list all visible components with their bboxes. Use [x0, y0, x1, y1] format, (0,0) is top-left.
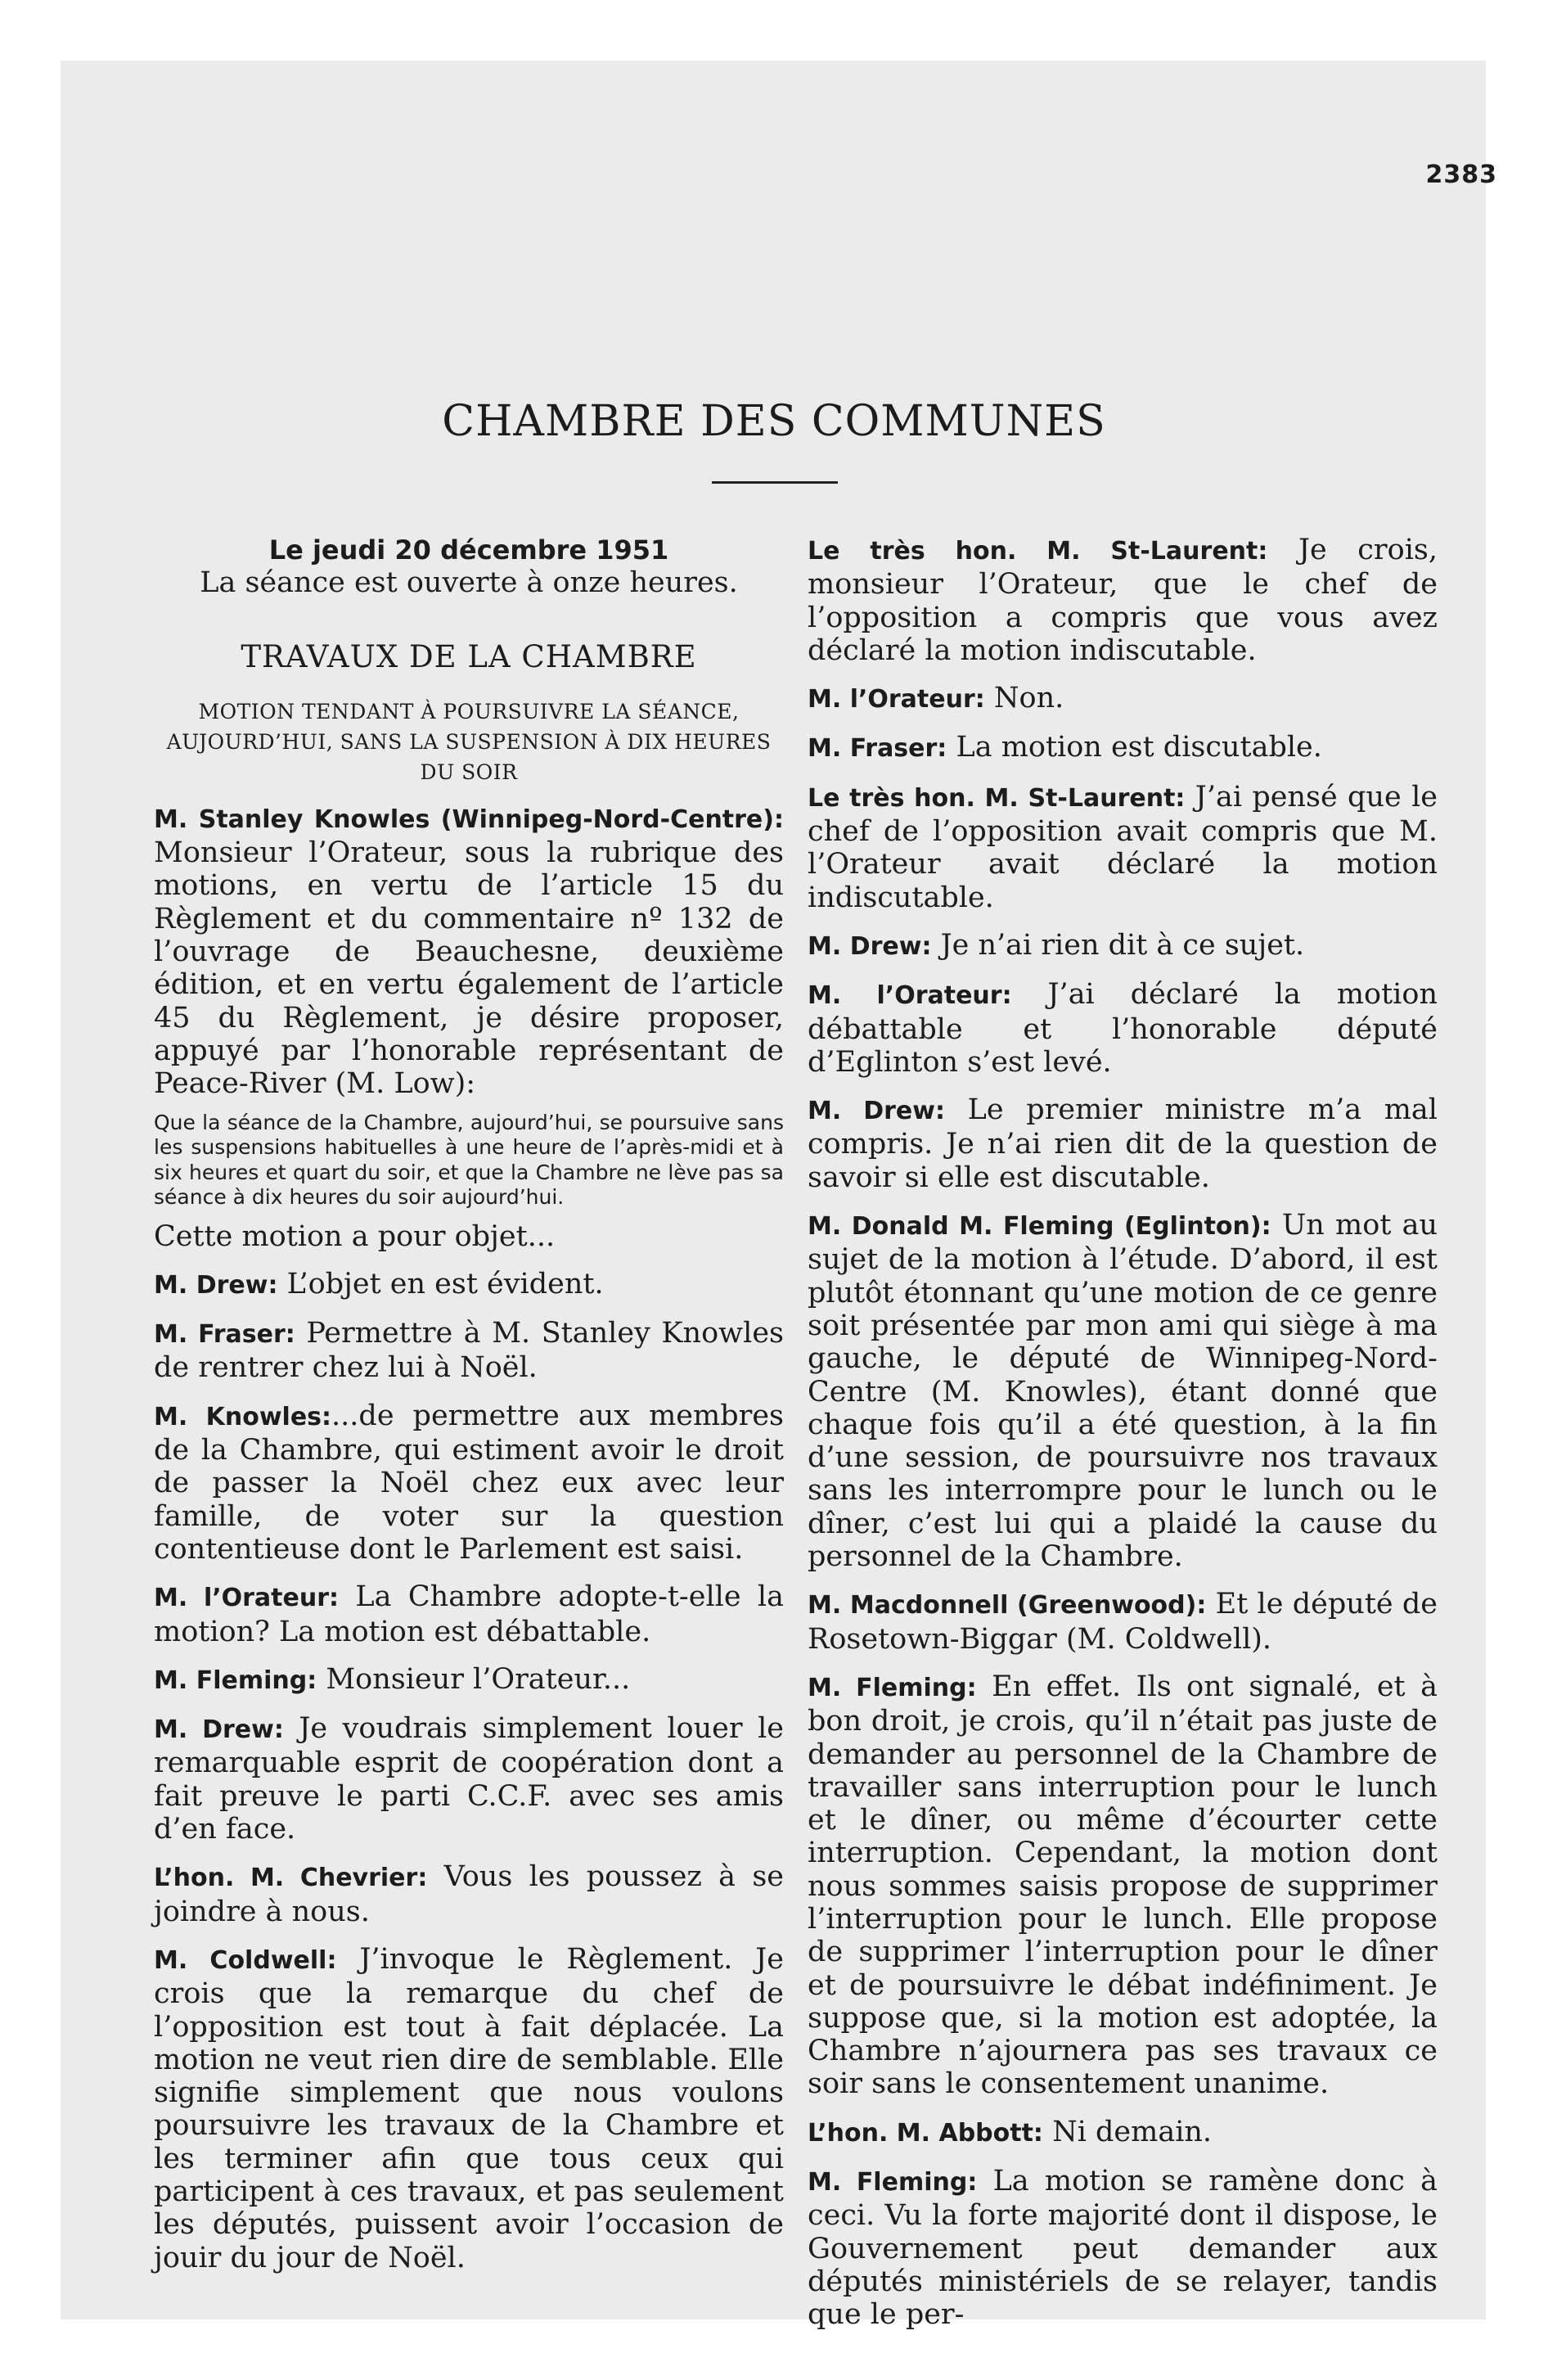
speaker-name: M. Donald M. Fleming (Eglinton):: [808, 1212, 1271, 1242]
speech-paragraph: [808, 1588, 1438, 1656]
speaker-name: M. Knowles:: [154, 1402, 332, 1431]
speech-paragraph: [808, 929, 1438, 963]
speech-text: Le premier ministre m’a mal compris. Je n’ai rien dit de la question de savoir si elle est discutable.: [808, 1093, 1438, 1194]
speech-paragraph: Cette motion a pour objet...: [154, 1219, 556, 1253]
speech-paragraph: [808, 781, 1438, 914]
speech-paragraph: [808, 2165, 1438, 2331]
speaker-name: M. Fleming:: [154, 1666, 317, 1695]
speech-text: J’ai pensé que le chef de l’opposition avait compris que M. l’Orateur avait déclaré la motion indiscutable.: [808, 780, 1438, 914]
speaker-name: L’hon. M. Chevrier:: [154, 1864, 428, 1893]
speaker-name: M. Drew:: [154, 1715, 284, 1745]
speaker-name: M. Drew:: [154, 1270, 278, 1300]
date-heading: Le jeudi 20 décembre 1951: [268, 534, 669, 566]
speech-paragraph: [808, 2116, 1438, 2150]
speech-text: La Chambre adopte-t-elle la motion? La motion est débattable.: [154, 1580, 784, 1648]
right-column: [808, 534, 1438, 2332]
speech-paragraph: [808, 534, 1438, 667]
speech-paragraph: [154, 1317, 784, 1385]
speech-text: Et le député de Rosetown-Biggar (M. Coldwell).: [808, 1588, 1438, 1656]
speaker-name: M. Fraser:: [154, 1320, 295, 1350]
speech-text: En effet. Ils ont signalé, et à bon droit, je crois, qu’il n’était pas juste de demander au personnel de la Chambre de travailler sans interruption pour le lunch et le dîner, ou même d’écourter cette interruption. Cependant, la motion dont nous sommes saisis propose de supprimer l’interruption pour le lunch. Elle propose de supprimer l’interruption pour le dîner et de poursuivre le débat indéfiniment. Je suppose que, si la motion est adoptée, la Chambre n’ajournera pas ses travaux ce soir sans le consentement unanime.: [808, 1670, 1438, 2101]
speech-paragraph: [154, 1712, 784, 1846]
speech-paragraph: [154, 1268, 784, 1302]
speaker-name: M. Drew:: [808, 1097, 945, 1126]
speech-text: Monsieur l’Orateur, sous la rubrique des motions, en vertu de l’article 15 du Règlement et du commentaire nº 132 de l’ouvrage de Beauchesne, deuxième édition, et en vertu également de l’article 45 du Règlement, je désire proposer, appuyé par l’honorable représentant de Peace-River (M. Low):: [154, 836, 784, 1101]
speech-text: L’objet en est évident.: [286, 1267, 604, 1300]
speaker-name: L’hon. M. Abbott:: [808, 2118, 1043, 2148]
speech-paragraph: [154, 802, 784, 1101]
speaker-name: Le très hon. M. St-Laurent:: [808, 537, 1268, 566]
speaker-name: M. Fleming:: [808, 2168, 978, 2197]
left-column: [154, 534, 784, 2274]
speech-text: J’ai déclaré la motion débattable et l’honorable député d’Eglinton s’est levé.: [808, 978, 1438, 1079]
motion-subheading: MOTION TENDANT À POURSUIVRE LA SÉANCE, AUJOURD’HUI, SANS LA SUSPENSION À DIX HEURES DU SOIR: [166, 699, 772, 784]
speech-text: Je n’ai rien dit à ce sujet.: [940, 928, 1305, 962]
section-heading: TRAVAUX DE LA CHAMBRE: [241, 638, 697, 674]
motion-quote: Que la séance de la Chambre, aujourd’hui, se poursuive sans les suspensions habituelles à une heure de l’après-midi et à six heures et quart du soir, et que la Chambre ne lève pas sa séance à dix heures du soir aujourd’hui.: [154, 1110, 784, 1210]
sitting-opening: La séance est ouverte à onze heures.: [200, 566, 738, 600]
speaker-name: M. Coldwell:: [154, 1945, 337, 1975]
masthead-title: CHAMBRE DES COMMUNES: [442, 396, 1106, 446]
speaker-name: M. l’Orateur:: [154, 1584, 340, 1613]
speech-text: J’invoque le Règlement. Je crois que la remarque du chef de l’opposition est tout à fait déplacée. La motion ne veut rien dire de semblable. Elle signifie simplement que nous voulons poursuivre les travaux de la Chambre et les terminer afin que tous ceux qui participent à ces travaux, et pas seulement les députés, puissent avoir l’occasion de jouir du jour de Noël.: [154, 1942, 784, 2274]
speech-text: Permettre à M. Stanley Knowles de rentrer chez lui à Noël.: [154, 1317, 784, 1385]
speaker-name: Le très hon. M. St-Laurent:: [808, 783, 1186, 813]
speech-paragraph: [808, 978, 1438, 1079]
speech-text: Ni demain.: [1052, 2115, 1213, 2148]
speech-text: La motion est discutable.: [956, 731, 1322, 764]
speech-paragraph: [808, 1670, 1438, 2101]
speech-text: ...de permettre aux membres de la Chambre, qui estiment avoir le droit de passer la Noël chez eux avec leur famille, de voter sur la question contentieuse dont le Parlement est saisi.: [154, 1399, 785, 1566]
speech-text: Monsieur l’Orateur...: [326, 1662, 631, 1696]
speaker-name: M. l’Orateur:: [808, 685, 985, 714]
speech-paragraph: [154, 1580, 784, 1648]
speaker-name: M. Drew:: [808, 931, 932, 961]
speech-paragraph: [154, 1400, 784, 1566]
speech-paragraph: [808, 682, 1438, 716]
speech-text: Un mot au sujet de la motion à l’étude. D’abord, il est plutôt étonnant qu’une motion de ce genre soit présentée par mon ami qui siège à ma gauche, le député de Winnipeg-Nord-Centre (M. Knowles), étant donné que chaque fois qu’il a été question, à la fin d’une session, de poursuivre nos travaux sans les interrompre pour le lunch ou le dîner, c’est lui qui a plaidé la cause du personnel de la Chambre.: [808, 1209, 1438, 1574]
speech-paragraph: [808, 1093, 1438, 1194]
speaker-name: M. Stanley Knowles (Winnipeg-Nord-Centre):: [154, 805, 784, 834]
page-number: 2383: [1425, 160, 1497, 189]
speech-paragraph: [154, 1663, 784, 1697]
speech-paragraph: [808, 1209, 1438, 1573]
speech-paragraph: [154, 1943, 784, 2274]
speaker-name: M. Macdonnell (Greenwood):: [808, 1591, 1207, 1620]
speech-paragraph: [808, 731, 1438, 765]
speech-text: Non.: [993, 682, 1064, 715]
speech-text: La motion se ramène donc à ceci. Vu la forte majorité dont il dispose, le Gouvernement peut demander aux députés ministériels de se relayer, tandis que le per-: [808, 2165, 1438, 2332]
speaker-name: M. Fraser:: [808, 734, 947, 764]
masthead-rule: [712, 481, 838, 484]
speech-text: Je voudrais simplement louer le remarquable esprit de coopération dont a fait preuve le parti C.C.F. avec ses amis d’en face.: [154, 1712, 784, 1846]
speech-text: Vous les poussez à se joindre à nous.: [154, 1860, 784, 1928]
speech-text: Je crois, monsieur l’Orateur, que le chef de l’opposition a compris que vous avez déclaré la motion indiscutable.: [808, 534, 1438, 667]
speaker-name: M. Fleming:: [808, 1673, 977, 1702]
speaker-name: M. l’Orateur:: [808, 981, 1012, 1011]
speech-paragraph: [154, 1860, 784, 1928]
